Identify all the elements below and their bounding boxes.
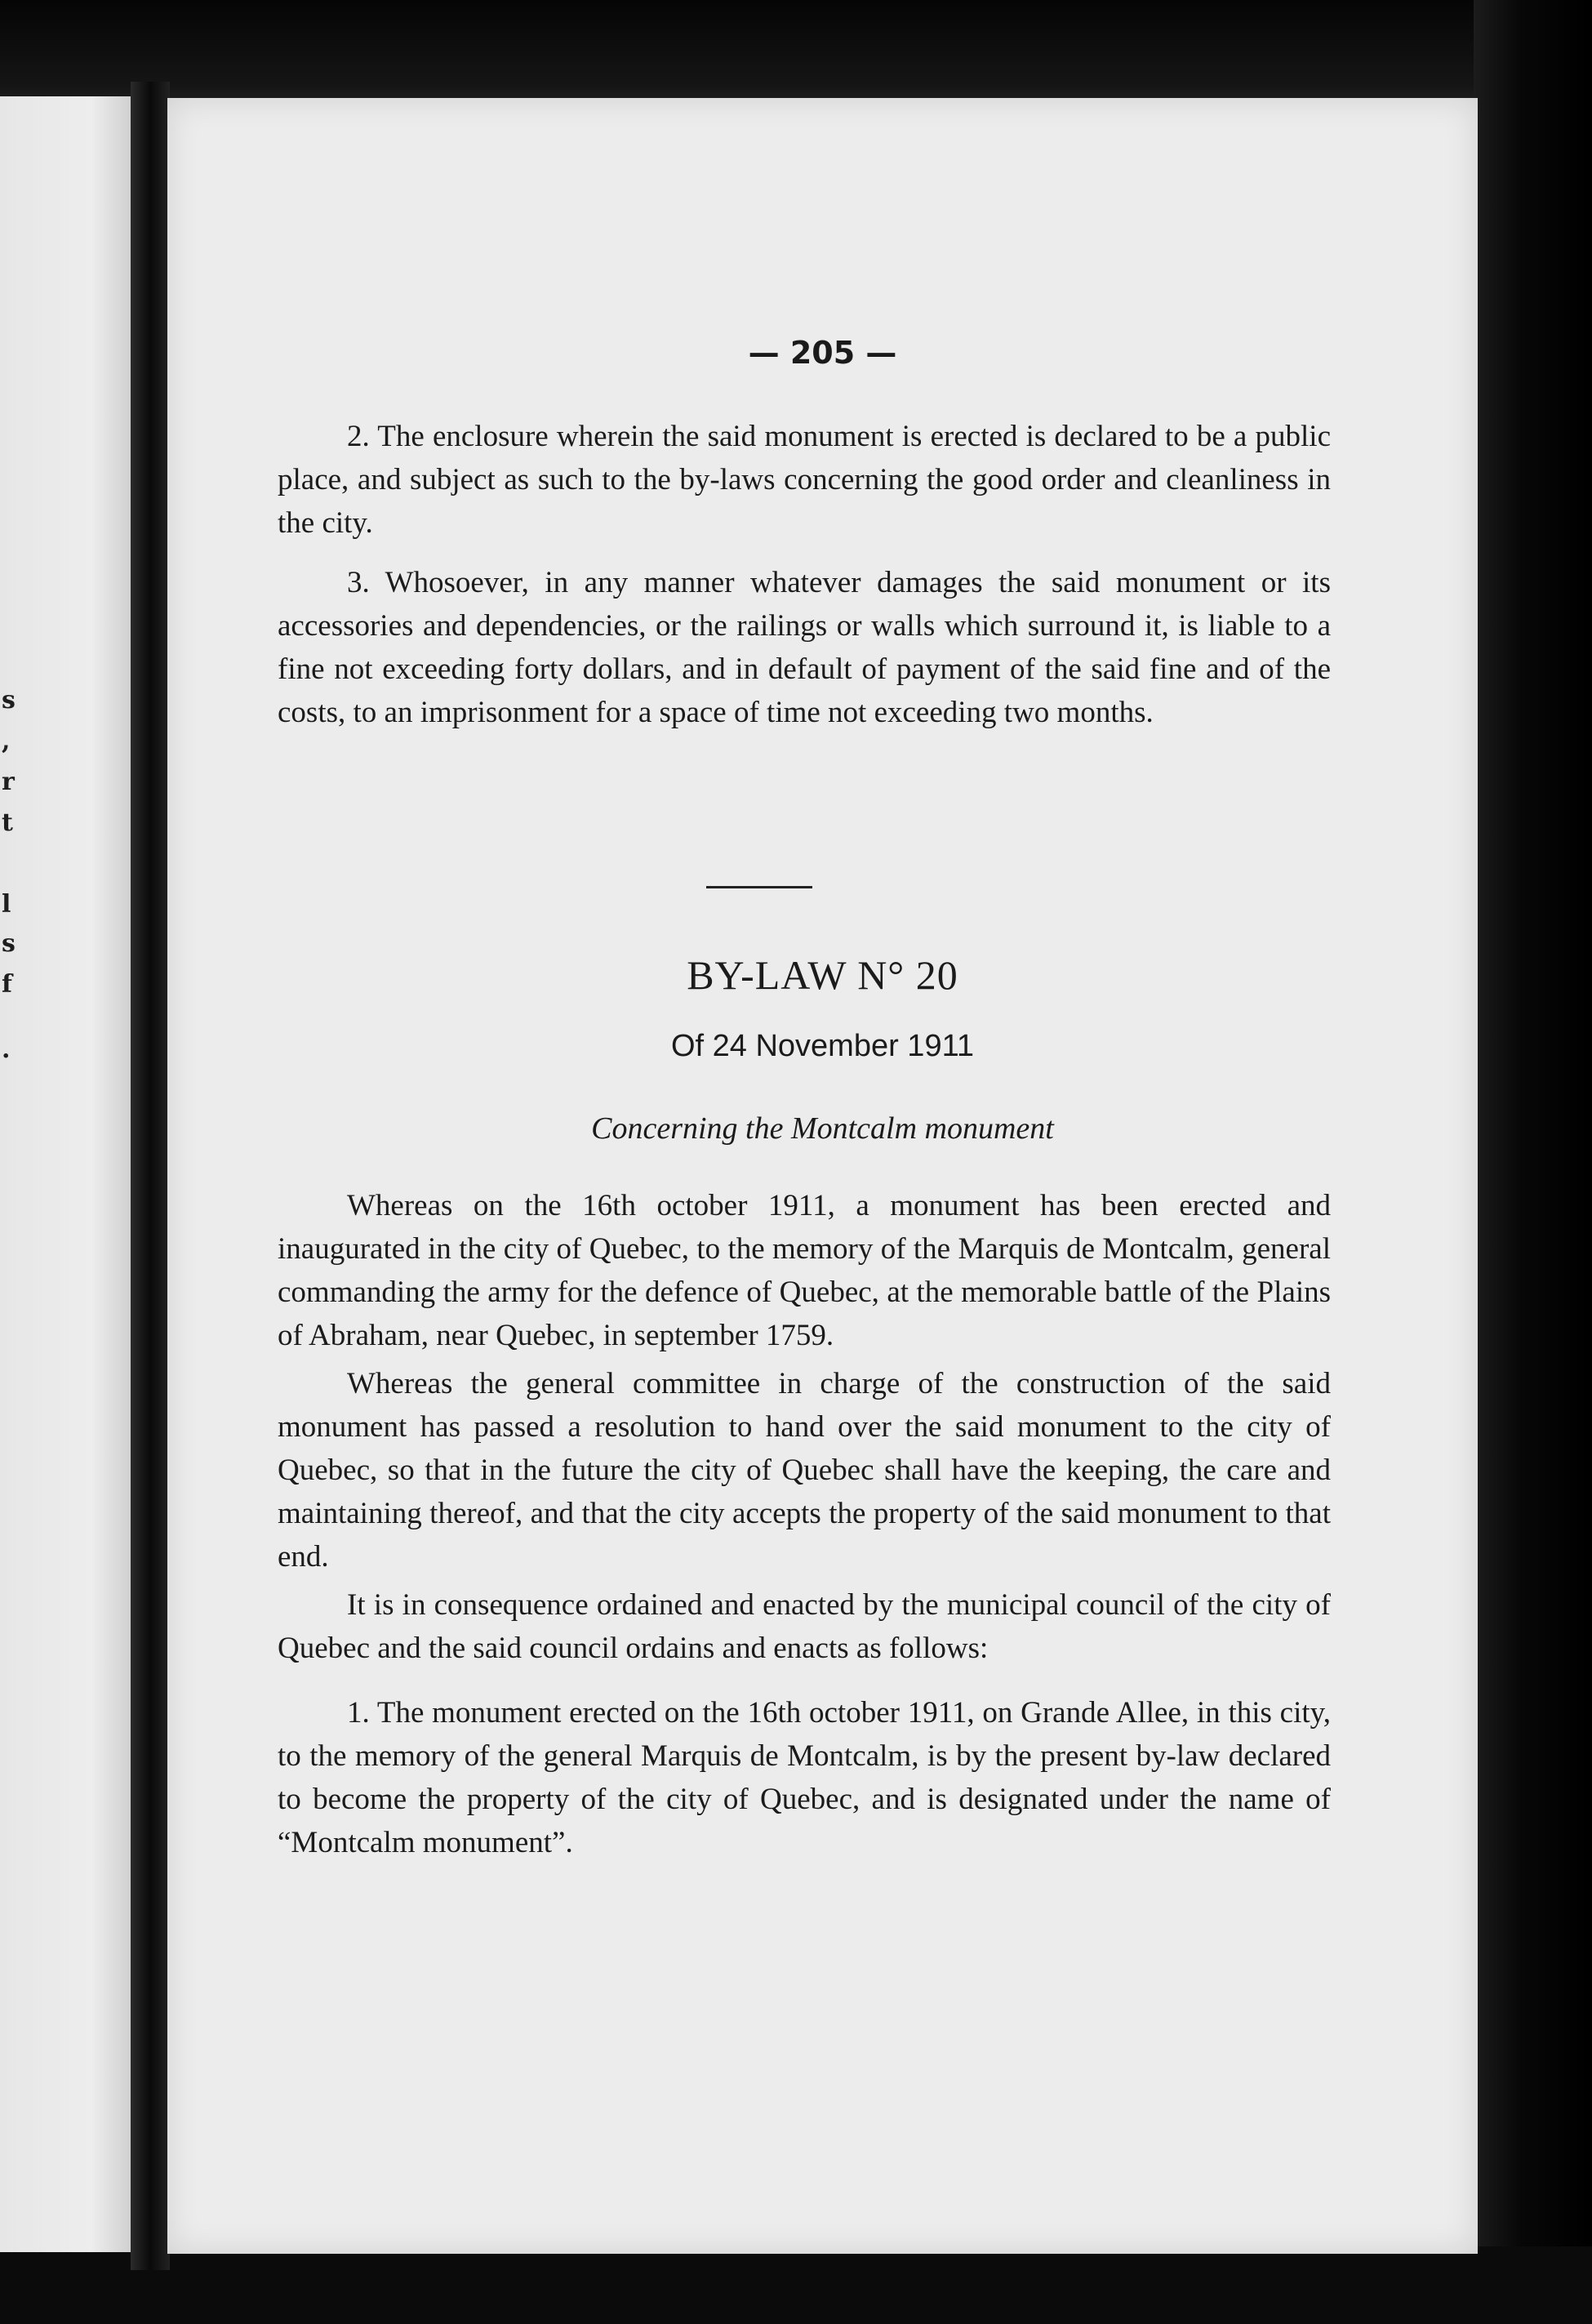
paragraph-enactment: It is in consequence ordained and enacted by the municipal council of the city of Quebec and the said council ordains and enacts as follows: — [278, 1588, 1331, 1665]
facing-page-char: r — [2, 768, 15, 796]
bylaw-title: BY-LAW N° 20 — [687, 952, 958, 998]
paragraph-section-3: 3. Whosoever, in any manner whatever damages the said monument or its accessories and dependencies, or the railings or walls which surround it, is liable to a fine not exceeding forty dollars, and in default of payment of the said fine and of the costs, to an imprisonment for a space of time not exceeding two months. — [278, 566, 1331, 729]
paragraph-whereas-2: Whereas the general committee in charge of the construction of the said monument has passed a resolution to hand over the said monument to the city of Quebec, so that in the future the city of Quebec shall have the keeping, the care and maintaining thereof, and that the city accepts the property of the said monument to that end. — [278, 1367, 1331, 1574]
facing-page-char: f — [2, 970, 12, 999]
section-divider — [706, 886, 812, 888]
book-gutter — [131, 82, 170, 2270]
film-border-bottom — [0, 2246, 1592, 2324]
facing-page-fragment — [0, 96, 131, 2252]
facing-page-char: s — [2, 686, 16, 715]
document-page — [167, 98, 1478, 2254]
bylaw-subject: Concerning the Montcalm monument — [591, 1111, 1054, 1146]
page-number: — 205 — — [748, 335, 897, 371]
facing-page-char: . — [2, 1035, 11, 1064]
facing-page-char: , — [2, 727, 11, 755]
preamble-block — [278, 1184, 1331, 1864]
paragraph-whereas-1: Whereas on the 16th october 1911, a monument has been erected and inaugurated in the city of Quebec, to the memory of the Marquis de Montcalm, general commanding the army for the defence of Quebec, at the memorable battle of the Plains of Abraham, near Quebec, in september 1759. — [278, 1189, 1331, 1352]
section-block-top — [278, 415, 1331, 734]
facing-page-char: t — [2, 808, 13, 837]
paragraph-section-1: 1. The monument erected on the 16th october 1911, on Grande Allee, in this city, to the memory of the general Marquis de Montcalm, is by the present by-law declared to become the property of the city of Quebec, and is designated under the name of “Montcalm monument”. — [278, 1696, 1331, 1859]
facing-page-char: l — [2, 890, 11, 919]
paragraph-section-2: 2. The enclosure wherein the said monument is erected is declared to be a public place, and subject as such to the by-laws concerning the good order and cleanliness in the city. — [278, 420, 1331, 540]
bylaw-date: Of 24 November 1911 — [670, 1029, 975, 1063]
facing-page-char: s — [2, 929, 16, 958]
film-border-right — [1474, 0, 1592, 2324]
